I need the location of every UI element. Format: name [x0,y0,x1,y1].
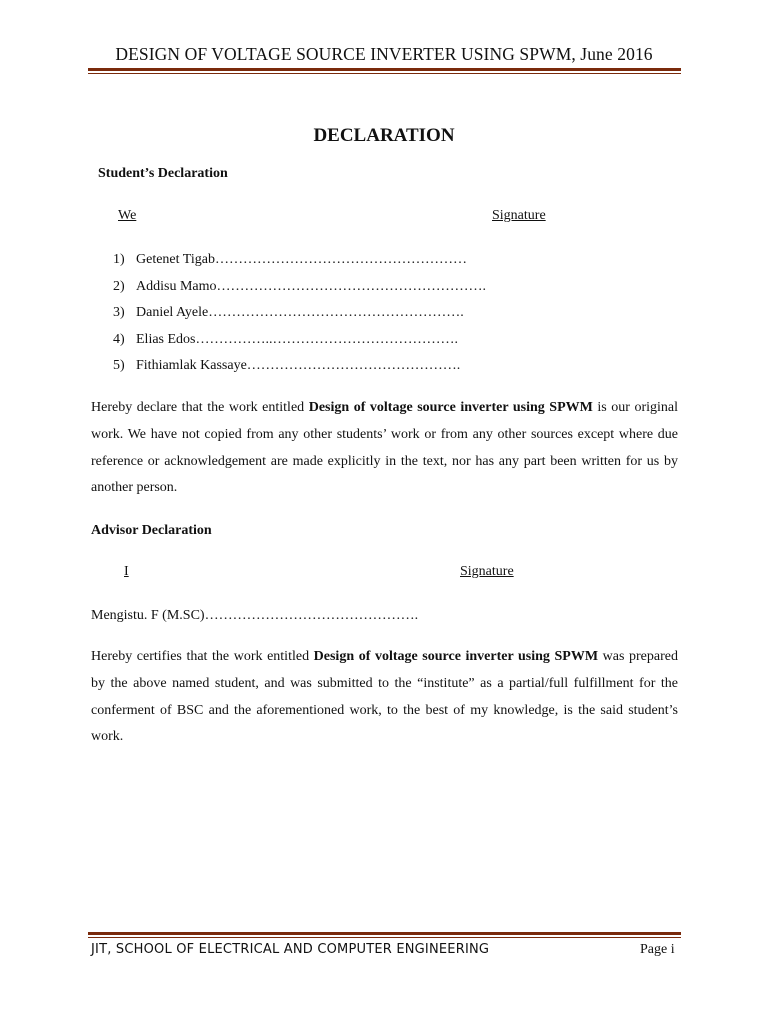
student-declaration-paragraph: Hereby declare that the work entitled Design of voltage source inverter using SPWM is our original work. We have not copied from any other students’ work or from any other sources except where due reference or acknowledgement are made explicitly in the text, nor has any part been written for us by another person. [91,400,679,496]
we-label: We [118,208,137,223]
page-number: Page i [640,942,675,957]
list-item: 5) Fithiamlak Kassaye………………………………………. [113,358,461,373]
list-item: 4) Elias Edos……………..…………………………………. [113,331,458,347]
running-header: DESIGN OF VOLTAGE SOURCE INVERTER USING SPWM, June 2016 [115,44,653,64]
list-item: 1) Getenet Tigab……………………………………………… [113,252,467,267]
advisor-declaration-paragraph: Hereby certifies that the work entitled Design of voltage source inverter using SPWM was prepared by the above named student, and was submitted to the “institute” as a partial/full fulfillment for the conferment of BSC and the aforementioned work, to the best of my knowledge, is the said student’s work. [91,649,678,745]
header-rule-thin [88,73,681,74]
student-list [113,250,486,383]
footer-rule-thick [88,932,681,935]
advisor-name-line: Mengistu. F (M.SC)………………………………………. [91,608,419,623]
footer-rule-thin [88,937,681,938]
header-rule-thick [88,68,681,71]
i-label: I [124,564,129,579]
advisor-declaration-heading: Advisor Declaration [91,523,212,538]
list-item: 3) Daniel Ayele………………………………………………. [113,305,464,320]
student-declaration-heading: Student’s Declaration [98,166,228,181]
list-item: 2) Addisu Mamo…………………………………………………. [113,278,486,294]
student-signature-label: Signature [492,208,546,223]
footer-school: JIT, SCHOOL OF ELECTRICAL AND COMPUTER ENGINEERING [91,942,490,957]
advisor-signature-label: Signature [460,564,514,579]
page-title: DECLARATION [313,125,455,146]
